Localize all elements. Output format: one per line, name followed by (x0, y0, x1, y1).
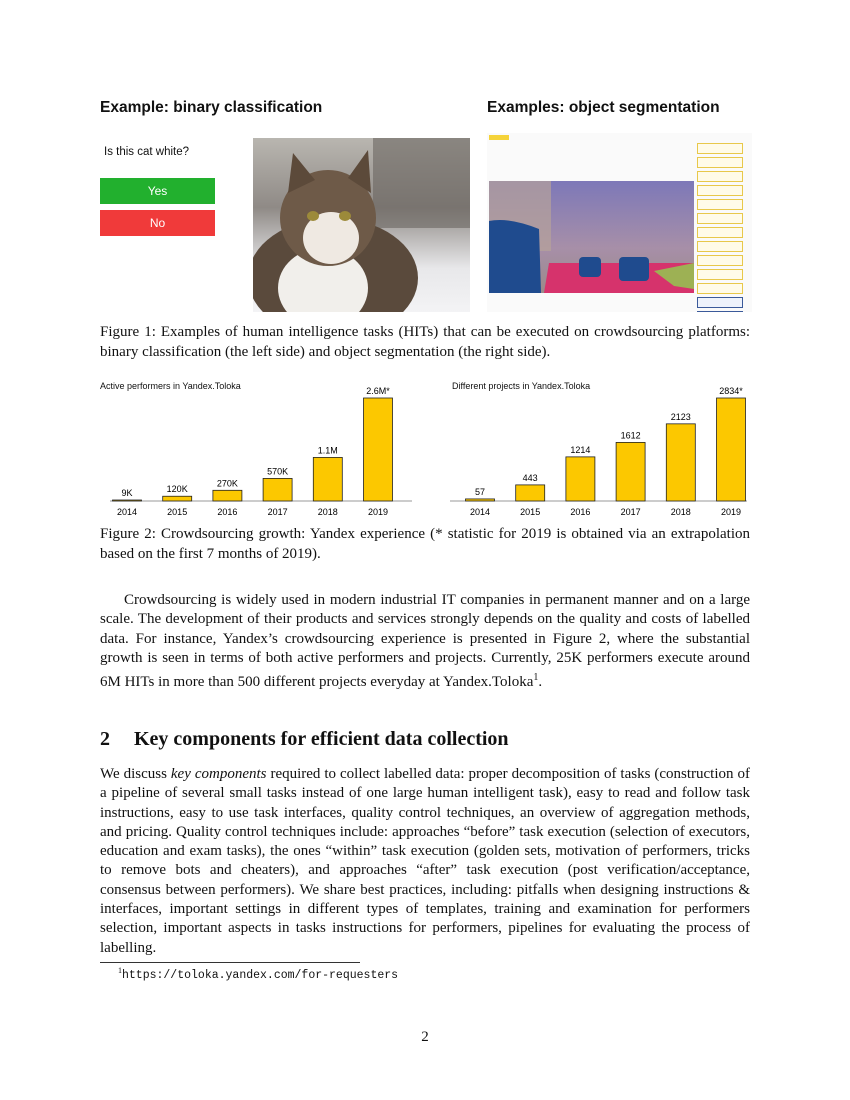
paragraph-key-components (100, 765, 750, 958)
tick-label-2018: 2018 (670, 507, 691, 517)
bar-2016 (213, 490, 242, 501)
projects-chart (450, 380, 755, 520)
paragraph-text: required to collect labelled data: proper decomposition of tasks (construction of a pipeline of several small tasks instead of one large human intelligent task), easy to read and follow task instructions, easy to use task interfaces, quality control techniques, an overview of aggregation methods, and pricing. Quality control techniques include: approaches “before” task execution (selection of executors, education and exam tasks), the ones “within” task execution (golden sets, motivation of performers, tricks to remove bots and cheaters), and approaches “after” task execution (post verification/acceptance, consensus between performers). We share best practices, including: pitfalls when designing instructions & interfaces, important settings in different types of templates, training and examination for performers selection, important aspects in tasks instructions for performers, pipelines for evaluating the process of labelling. (100, 766, 750, 956)
example-segmentation-title: Examples: object segmentation (487, 99, 720, 116)
cat-photo (253, 138, 470, 312)
yes-button[interactable]: Yes (100, 178, 215, 204)
figure2-caption: Figure 2: Crowdsourcing growth: Yandex experience (* statistic for 2019 is obtained via an extrapolation based on the first 7 months of 2019). (100, 526, 750, 562)
data-label-2015: 120K (166, 484, 188, 495)
data-label-2017: 1612 (620, 430, 641, 441)
data-label-2019: 2834* (719, 386, 743, 396)
chart1-title: Active performers in Yandex.Toloka (100, 381, 241, 391)
tick-label-2019: 2019 (367, 507, 389, 517)
task-question: Is this cat white? (104, 146, 190, 158)
bar-2018 (666, 424, 695, 501)
tick-label-2015: 2015 (520, 507, 541, 517)
footnote-ref[interactable]: 1 (533, 672, 539, 684)
tick-label-2018: 2018 (317, 507, 338, 517)
bar-2017 (263, 478, 292, 501)
bar-2017 (616, 442, 645, 501)
data-label-2016: 1214 (570, 444, 591, 455)
example-binary-title: Example: binary classification (100, 99, 323, 116)
data-label-2019: 2.6M* (366, 386, 390, 396)
footnote-mark: 1 (118, 966, 122, 975)
paragraph-crowdsourcing (100, 591, 750, 692)
cat-illustration (253, 138, 470, 312)
footnote (118, 966, 398, 982)
bar-2014 (466, 499, 495, 501)
paragraph-text: Crowdsourcing is widely used in modern industrial IT companies in permanent manner and on a large scale. The development of their products and services strongly depends on the quality and costs of labelled data. For instance, Yandex’s crowdsourcing experience is presented in Figure 2, where the substantial growth is seen in terms of both active performers and projects. Currently, 25K performers execute around 6M HITs in more than 500 different projects everyday at Yandex.Toloka (100, 592, 750, 691)
data-label-2018: 2123 (670, 411, 691, 422)
figure1-caption: Figure 1: Examples of human intelligence tasks (HITs) that can be executed on crowdsourcing platforms: binary classification (the left side) and object segmentation (the right side). (100, 324, 750, 360)
segmented-street-image (489, 181, 694, 293)
no-button[interactable]: No (100, 210, 215, 236)
page-number: 2 (421, 1029, 429, 1045)
active-performers-chart (100, 380, 420, 520)
bar-2019 (364, 398, 393, 501)
tick-label-2016: 2016 (570, 507, 591, 517)
data-label-2018: 1.1M (317, 445, 338, 456)
footnote-rule (100, 962, 360, 963)
bar-2014 (113, 500, 142, 501)
bar-2016 (566, 457, 595, 501)
tick-label-2016: 2016 (217, 507, 238, 517)
tick-label-2015: 2015 (167, 507, 188, 517)
section-number: 2 (100, 728, 110, 750)
data-label-2014: 9K (121, 488, 133, 498)
segmentation-screenshot (487, 133, 752, 312)
tick-label-2014: 2014 (116, 507, 138, 517)
segmentation-masks (489, 181, 694, 293)
data-label-2015: 443 (522, 472, 538, 483)
segmentation-legend (697, 143, 743, 312)
bar-2015 (163, 496, 192, 501)
tick-label-2019: 2019 (720, 507, 742, 517)
bar-2019 (717, 398, 746, 501)
section-heading (100, 728, 509, 751)
tick-label-2017: 2017 (267, 507, 288, 517)
paragraph-end: . (538, 674, 543, 691)
chart2-title: Different projects in Yandex.Toloka (452, 381, 591, 391)
bar-2015 (516, 485, 545, 501)
section-title: Key components for efficient data collection (134, 728, 509, 750)
data-label-2016: 270K (216, 478, 238, 489)
data-label-2014: 57 (474, 486, 486, 497)
paragraph-text: We discuss (100, 766, 171, 782)
bar-2018 (313, 457, 342, 501)
data-label-2017: 570K (267, 466, 289, 477)
tick-label-2017: 2017 (620, 507, 641, 517)
toolbar-button (489, 135, 509, 140)
tick-label-2014: 2014 (469, 507, 491, 517)
footnote-url[interactable]: https://toloka.yandex.com/for-requesters (122, 968, 399, 982)
emphasis-text: key components (170, 766, 267, 782)
